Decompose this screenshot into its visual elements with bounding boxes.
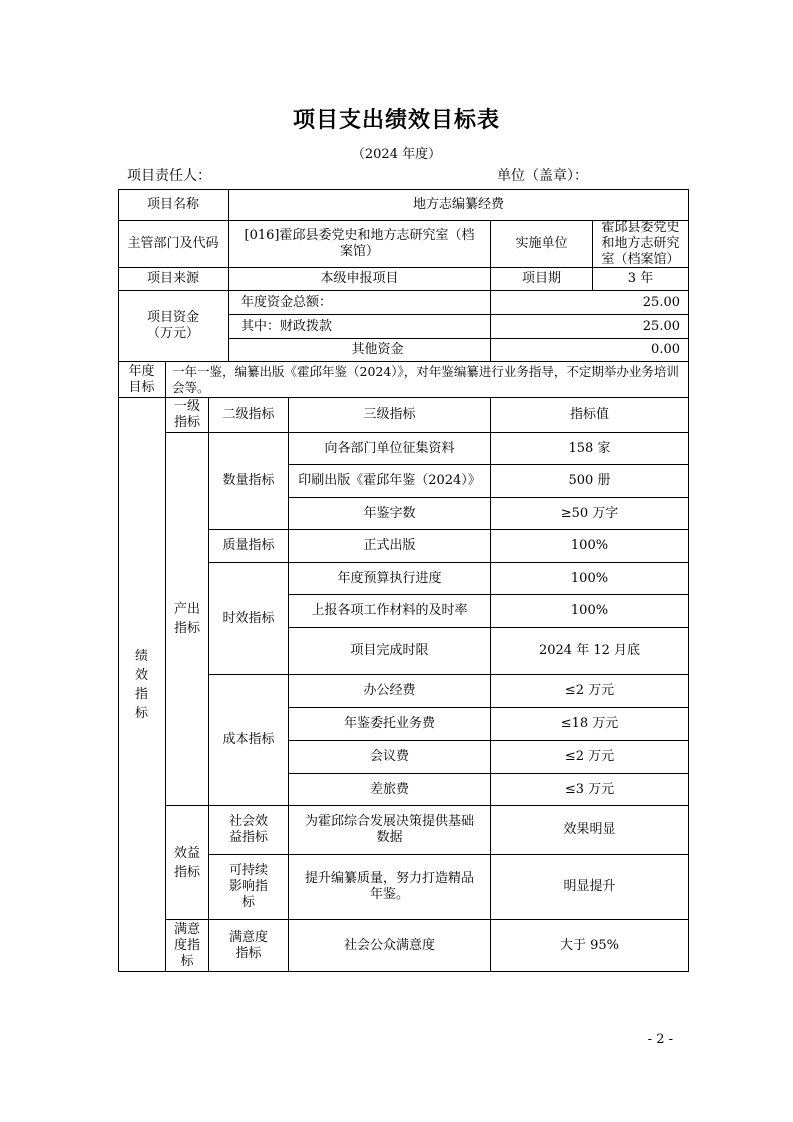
- page-title: 项目支出绩效目标表: [292, 107, 500, 133]
- fiscal-funds-value: 25.00: [642, 318, 680, 334]
- impl-value: 霍邱县委党史和地方志研究室（档案馆）: [601, 221, 680, 267]
- indicator-name: 向各部门单位征集资料: [324, 440, 455, 456]
- indicator-value: 500 册: [568, 473, 611, 488]
- other-funds-label: 其他资金: [351, 342, 404, 357]
- cost-indicator-label: 成本指标: [222, 732, 275, 747]
- total-funds-value: 25.00: [642, 294, 680, 310]
- indicator-value: 明显提升: [563, 879, 616, 894]
- annual-goal-text: 一年一鉴，编纂出版《霍邱年鉴（2024）》，对年鉴编纂进行业务指导，不定期举办业务培训会等。: [172, 363, 679, 395]
- quality-indicator-label: 质量指标: [222, 538, 275, 553]
- header-level2: 二级指标: [222, 407, 275, 422]
- indicator-name: 社会公众满意度: [343, 937, 435, 953]
- indicator-name: 提升编纂质量，努力打造精品年鉴。: [304, 871, 474, 902]
- indicator-value: 大于 95%: [559, 937, 620, 953]
- indicator-name: 会议费: [369, 749, 409, 764]
- indicator-value: ≤3 万元: [564, 781, 615, 797]
- source-value: 本级申报项目: [320, 271, 399, 286]
- indicator-value: ≥50 万字: [560, 505, 619, 521]
- indicator-value: ≤18 万元: [560, 716, 619, 731]
- indicator-value: ≤2 万元: [564, 683, 615, 698]
- indicator-value: 100%: [570, 603, 609, 618]
- header-value: 指标值: [569, 407, 609, 422]
- indicator-name: 年鉴委托业务费: [343, 716, 435, 731]
- social-benefit-label: 社会效益指标: [228, 814, 268, 845]
- page-number: - 2 -: [647, 1032, 673, 1047]
- indicator-name: 年度预算执行进度: [337, 570, 442, 586]
- indicator-value: 100%: [570, 538, 609, 553]
- sustainability-label: 可持续影响指标: [228, 863, 268, 910]
- project-name-value: 地方志编纂经费: [412, 197, 504, 212]
- indicator-value: 158 家: [568, 440, 611, 456]
- annual-goal-label: 年度目标: [128, 363, 155, 395]
- period-label: 项目期: [521, 271, 561, 286]
- timeliness-indicator-label: 时效指标: [222, 610, 275, 626]
- header-level1: 一级指标: [174, 399, 201, 430]
- year-subtitle: （2024 年度）: [351, 147, 442, 162]
- indicator-name: 为霍邱综合发展决策提供基础数据: [304, 814, 474, 845]
- satisfaction-level2-label: 满意度指标: [228, 929, 268, 961]
- impl-label: 实施单位: [515, 236, 568, 251]
- benefit-indicator-label: 效益指标: [174, 845, 201, 880]
- indicator-value: ≤2 万元: [564, 749, 615, 764]
- output-indicator-label: 产出指标: [174, 602, 201, 636]
- unit-label: 单位（盖章）：: [497, 168, 588, 184]
- indicator-name: 印刷出版《霍邱年鉴（2024）》: [298, 473, 481, 488]
- other-funds-value: 0.00: [651, 342, 680, 357]
- indicator-name: 办公经费: [363, 683, 416, 698]
- project-name-label: 项目名称: [146, 197, 199, 212]
- perf-section-label: 绩效指标: [134, 648, 148, 721]
- dept-value: [016]霍邱县委党史和地方志研究室（档案馆）: [244, 228, 475, 259]
- dept-label: 主管部门及代码: [127, 236, 219, 251]
- quantity-indicator-label: 数量指标: [222, 473, 275, 488]
- indicator-name: 上报各项工作材料的及时率: [311, 603, 468, 618]
- indicator-value: 100%: [570, 570, 609, 586]
- indicator-name: 项目完成时限: [350, 643, 429, 658]
- satisfaction-level1-label: 满意度指标: [174, 921, 201, 969]
- indicator-name: 正式出版: [363, 538, 416, 553]
- indicator-name: 年鉴字数: [363, 505, 416, 521]
- responsible-label: 项目责任人：: [127, 168, 211, 184]
- indicator-value: 2024 年 12 月底: [538, 643, 641, 658]
- header-level3: 三级指标: [363, 407, 416, 422]
- source-label: 项目来源: [146, 271, 199, 286]
- total-funds-label: 年度资金总额：: [241, 294, 333, 310]
- indicator-name: 差旅费: [369, 781, 409, 797]
- indicator-value: 效果明显: [563, 822, 616, 837]
- funds-label: 项目资金（万元）: [146, 310, 199, 341]
- fiscal-funds-label: 其中：财政拨款: [241, 318, 333, 334]
- period-value: 3 年: [627, 271, 654, 286]
